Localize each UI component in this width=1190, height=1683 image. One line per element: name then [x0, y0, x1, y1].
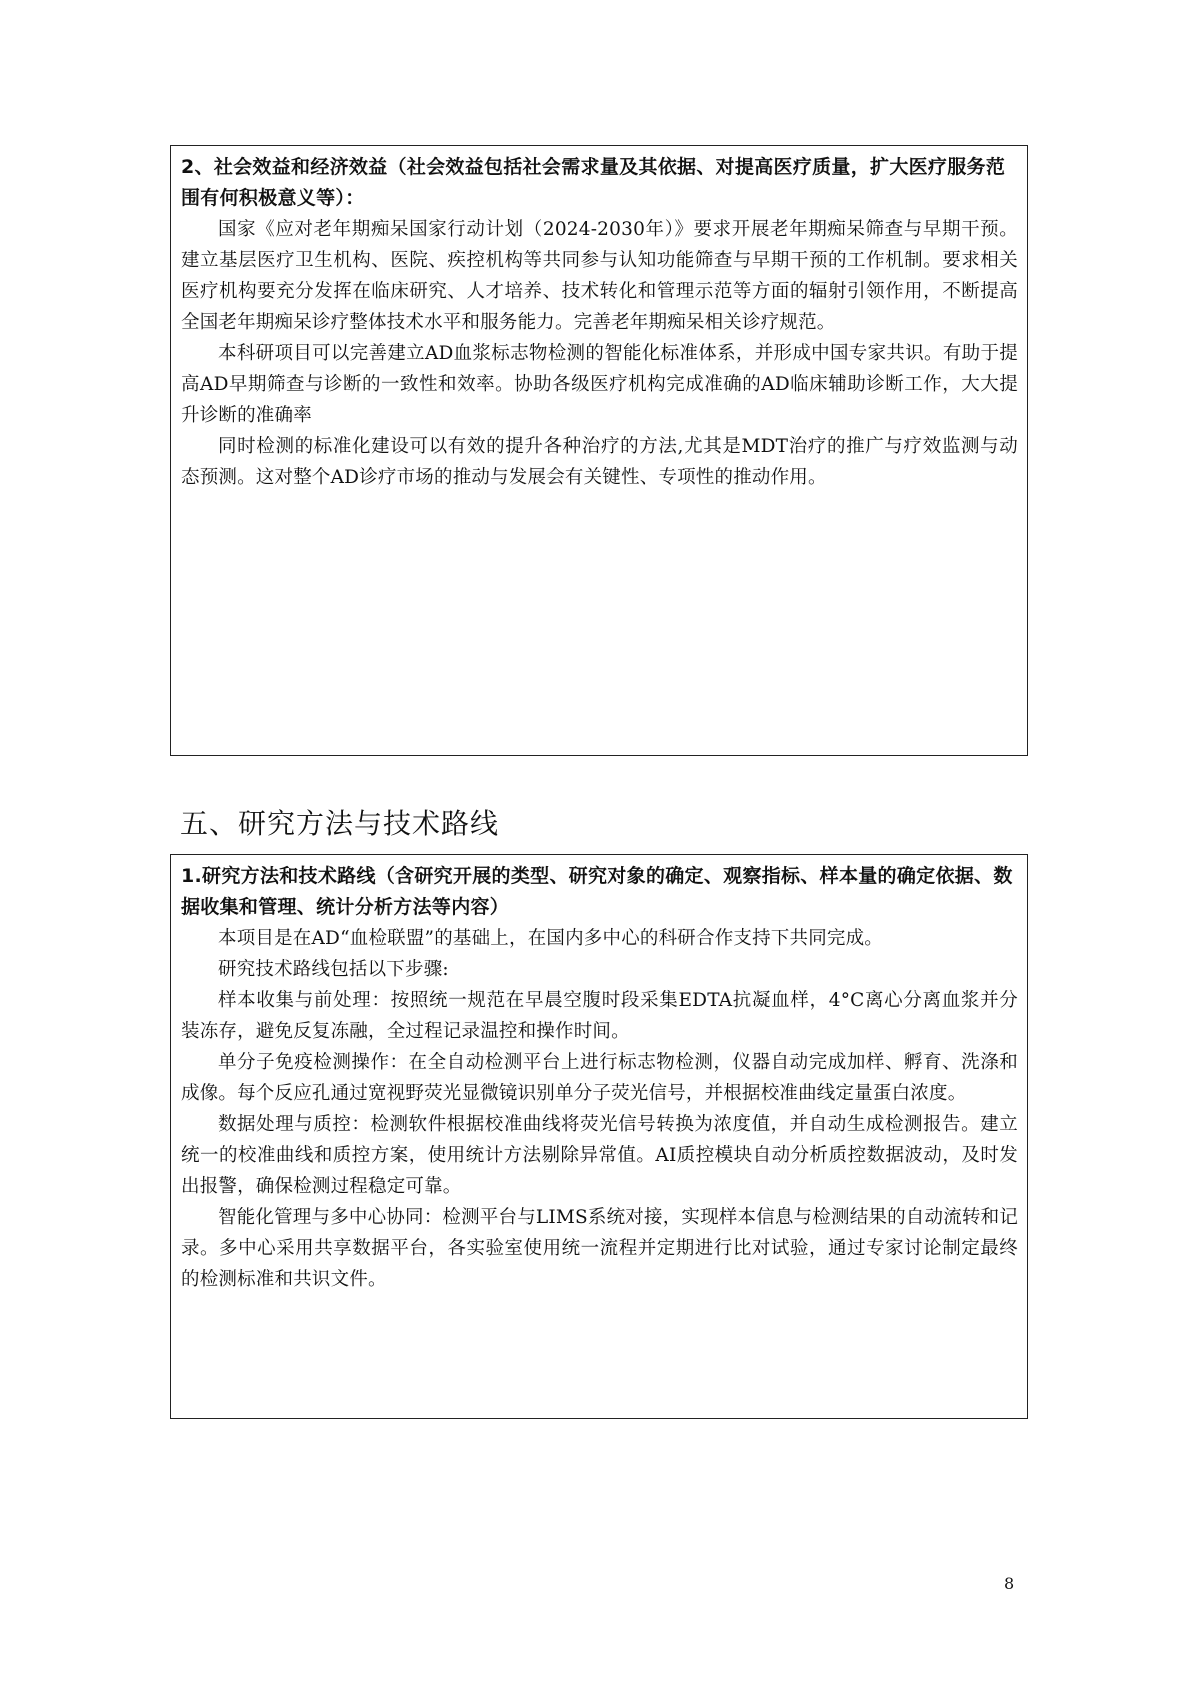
methods-paragraph: 本项目是在AD“血检联盟”的基础上，在国内多中心的科研合作支持下共同完成。: [218, 928, 884, 949]
methods-heading: 1.研究方法和技术路线（含研究开展的类型、研究对象的确定、观察指标、样本量的确定依据、数据收集和管理、统计分析方法等内容）: [181, 865, 1013, 918]
methods-paragraph: 单分子免疫检测操作：在全自动检测平台上进行标志物检测，仪器自动完成加样、孵育、洗涤和成像。每个反应孔通过宽视野荧光显微镜识别单分子荧光信号，并根据校准曲线定量蛋白浓度。: [181, 1052, 1018, 1104]
section-title: 五、研究方法与技术路线: [180, 807, 500, 840]
benefits-paragraph: 同时检测的标准化建设可以有效的提升各种治疗的方法,尤其是MDT治疗的推广与疗效监测与动态预测。这对整个AD诊疗市场的推动与发展会有关键性、专项性的推动作用。: [181, 436, 1018, 488]
methods-paragraph: 智能化管理与多中心协同：检测平台与LIMS系统对接，实现样本信息与检测结果的自动流转和记录。多中心采用共享数据平台，各实验室使用统一流程并定期进行比对试验，通过专家讨论制定最终的检测标准和共识文件。: [181, 1207, 1019, 1290]
methods-paragraph: 数据处理与质控：检测软件根据校准曲线将荧光信号转换为浓度值，并自动生成检测报告。建立统一的校准曲线和质控方案，使用统计方法剔除异常值。AI质控模块自动分析质控数据波动，及时发出报警，确保检测过程稳定可靠。: [181, 1114, 1018, 1197]
research-methods-box: [170, 854, 1028, 1419]
page-number: 8: [1004, 1574, 1015, 1593]
methods-paragraph: 研究技术路线包括以下步骤:: [218, 959, 449, 980]
benefits-paragraph: 本科研项目可以完善建立AD血浆标志物检测的智能化标准体系，并形成中国专家共识。有助于提高AD早期筛查与诊断的一致性和效率。协助各级医疗机构完成准确的AD临床辅助诊断工作，大大提升诊断的准确率: [181, 343, 1018, 426]
methods-paragraph: 样本收集与前处理：按照统一规范在早晨空腹时段采集EDTA抗凝血样，4°C离心分离血浆并分装冻存，避免反复冻融，全过程记录温控和操作时间。: [181, 990, 1018, 1042]
benefits-heading: 2、社会效益和经济效益（社会效益包括社会需求量及其依据、对提高医疗质量，扩大医疗服务范围有何积极意义等）：: [181, 156, 1006, 209]
benefits-paragraph: 国家《应对老年期痴呆国家行动计划（2024-2030年）》要求开展老年期痴呆筛查与早期干预。建立基层医疗卫生机构、医院、疾控机构等共同参与认知功能筛查与早期干预的工作机制。要求相关医疗机构要充分发挥在临床研究、人才培养、技术转化和管理示范等方面的辐射引领作用，不断提高全国老年期痴呆诊疗整体技术水平和服务能力。完善老年期痴呆相关诊疗规范。: [181, 219, 1018, 333]
social-economic-benefits-box: [170, 145, 1028, 756]
